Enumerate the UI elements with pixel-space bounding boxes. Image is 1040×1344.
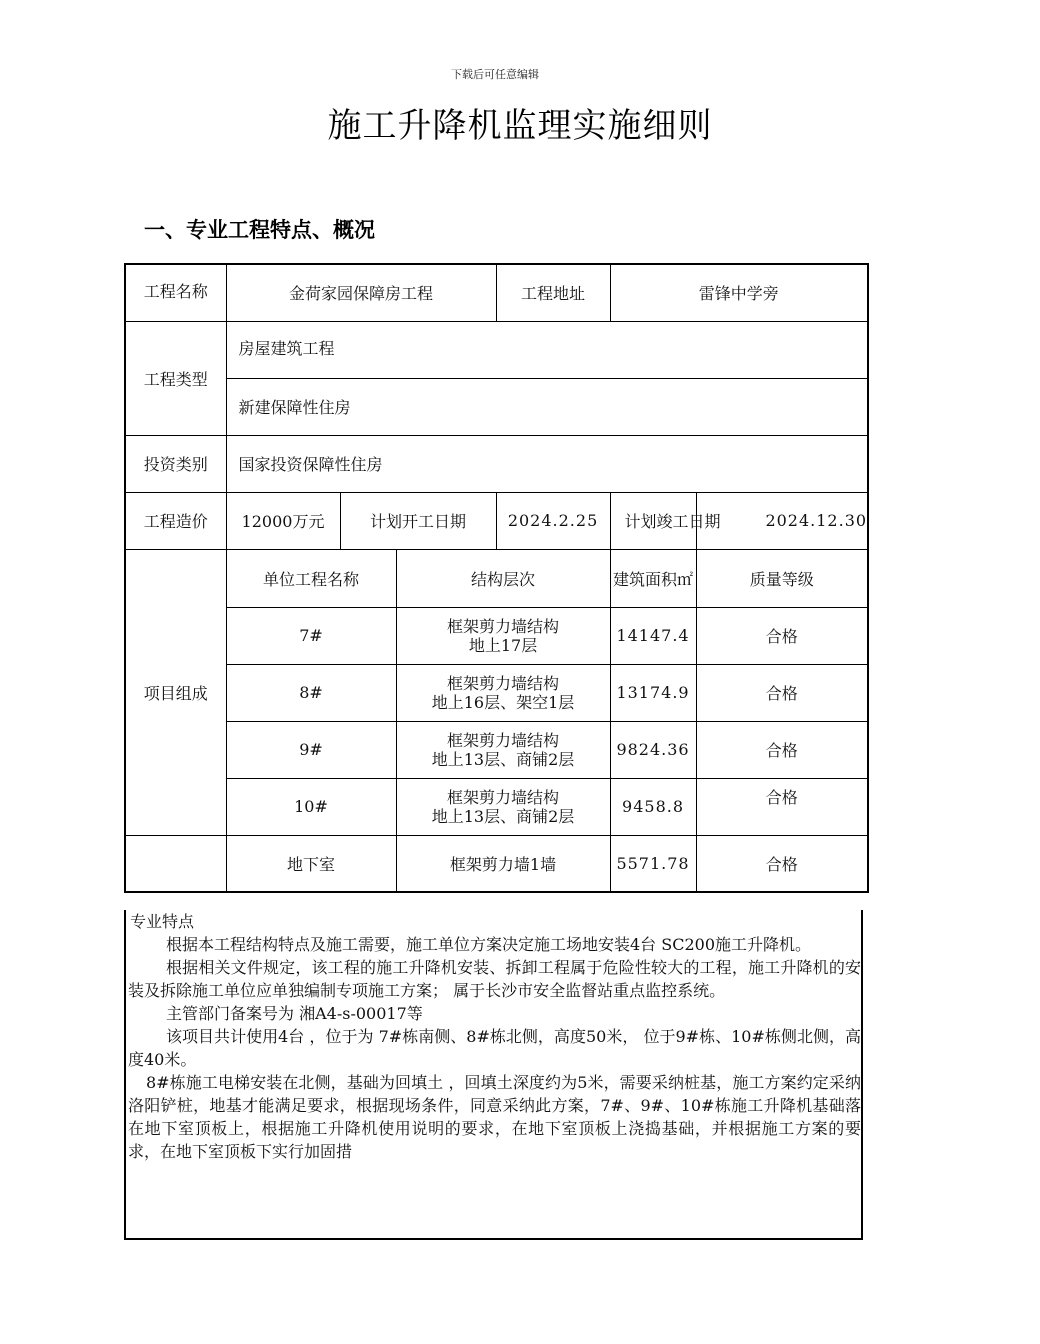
- document-title: 施工升降机监理实施细则: [327, 106, 713, 146]
- structure-line-2: 地上13层、商铺2层: [431, 806, 575, 826]
- composition-label: 项目组成: [125, 549, 226, 835]
- area-value: 13174.9: [610, 664, 696, 721]
- features-paragraph-5: 8#栋施工电梯安装在北侧，基础为回填土 ，回填土深度约为5米，需要采纳桩基，施工方案约定采纳洛阳铲桩，地基才能满足要求，根据现场条件，同意采纳此方案，7#、9#、10#栋施工升降机基础落在地下室顶板上，根据施工升降机使用说明的要求，在地下室顶板上浇捣基础，并根据施工方案的要求，在地下室顶板下实行加固措: [128, 1073, 861, 1161]
- row-cost-dates: [125, 492, 868, 549]
- basement-label-blank: [125, 835, 226, 892]
- structure-line-1: 框架剪力墙结构: [447, 616, 560, 636]
- header-structure: 结构层次: [396, 549, 610, 607]
- unit-name: 7#: [226, 607, 396, 664]
- start-date-value: 2024.2.25: [496, 492, 610, 549]
- quality-value: 合格: [696, 664, 868, 721]
- quality-value: 合格: [696, 778, 868, 835]
- start-date-label: 计划开工日期: [340, 492, 496, 549]
- investment-label: 投资类别: [125, 435, 226, 492]
- table-row: [125, 664, 868, 721]
- quality-value: 合格: [696, 721, 868, 778]
- area-value: 9824.36: [610, 721, 696, 778]
- basement-quality: 合格: [696, 835, 868, 892]
- structure-line-2: 地上16层、架空1层: [431, 692, 575, 712]
- unit-name: 8#: [226, 664, 396, 721]
- section-heading: 一、专业工程特点、概况: [144, 218, 375, 242]
- row-basement: [125, 835, 868, 892]
- project-info-table: [124, 263, 869, 893]
- quality-value: 合格: [696, 607, 868, 664]
- structure-line-2: 地上17层: [468, 635, 538, 655]
- structure-cell: [396, 607, 610, 664]
- header-unit-name: 单位工程名称: [226, 549, 396, 607]
- project-address-value: 雷锋中学旁: [610, 264, 868, 321]
- area-value: 14147.4: [610, 607, 696, 664]
- row-composition-header: [125, 549, 868, 607]
- structure-line-1: 框架剪力墙结构: [447, 787, 560, 807]
- features-paragraph-2: 根据相关文件规定，该工程的施工升降机安装、拆卸工程属于危险性较大的工程，施工升降机的安装及拆除施工单位应单独编制专项施工方案； 属于长沙市安全监督站重点监控系统。: [128, 958, 861, 1000]
- row-project-type-1: [125, 321, 868, 378]
- header-note: 下载后可任意编辑: [451, 68, 539, 81]
- features-section: [124, 910, 863, 1240]
- cost-value: 12000万元: [226, 492, 340, 549]
- header-quality: 质量等级: [696, 549, 868, 607]
- row-investment: [125, 435, 868, 492]
- area-value: 9458.8: [610, 778, 696, 835]
- table-row: [125, 607, 868, 664]
- features-paragraph-4: 该项目共计使用4台 ，位于为 7#栋南侧、8#栋北侧，高度50米， 位于9#栋、10#栋侧北侧，高度40米。: [128, 1027, 861, 1069]
- end-date-label: 计划竣工日期: [610, 492, 696, 549]
- project-type-label: 工程类型: [125, 321, 226, 435]
- cost-label: 工程造价: [125, 492, 226, 549]
- project-name-value: 金荷家园保障房工程: [226, 264, 496, 321]
- unit-name: 10#: [226, 778, 396, 835]
- table-row: [125, 721, 868, 778]
- structure-line-1: 框架剪力墙结构: [447, 730, 560, 750]
- end-date-value: 2024.12.30: [696, 492, 868, 549]
- row-project-type-2: [125, 378, 868, 435]
- features-paragraph-3: 主管部门备案号为 湘A4-s-00017等: [166, 1004, 423, 1023]
- row-project-name: [125, 264, 868, 321]
- structure-cell: [396, 664, 610, 721]
- structure-cell: [396, 721, 610, 778]
- header-area: 建筑面积㎡: [610, 549, 696, 607]
- structure-line-1: 框架剪力墙结构: [447, 673, 560, 693]
- basement-area: 5571.78: [610, 835, 696, 892]
- features-paragraph-1: 根据本工程结构特点及施工需要，施工单位方案决定施工场地安装4台 SC200施工升降机。: [166, 935, 812, 954]
- structure-line-2: 地上13层、商铺2层: [431, 749, 575, 769]
- basement-unit: 地下室: [226, 835, 396, 892]
- table-row: [125, 778, 868, 835]
- features-title: 专业特点: [130, 912, 195, 931]
- investment-value: 国家投资保障性住房: [226, 435, 868, 492]
- basement-structure: 框架剪力墙1墙: [396, 835, 610, 892]
- project-type-value-1: 房屋建筑工程: [226, 321, 868, 378]
- project-address-label: 工程地址: [496, 264, 610, 321]
- structure-cell: [396, 778, 610, 835]
- project-name-label: 工程名称: [125, 264, 226, 321]
- unit-name: 9#: [226, 721, 396, 778]
- project-type-value-2: 新建保障性住房: [226, 378, 868, 435]
